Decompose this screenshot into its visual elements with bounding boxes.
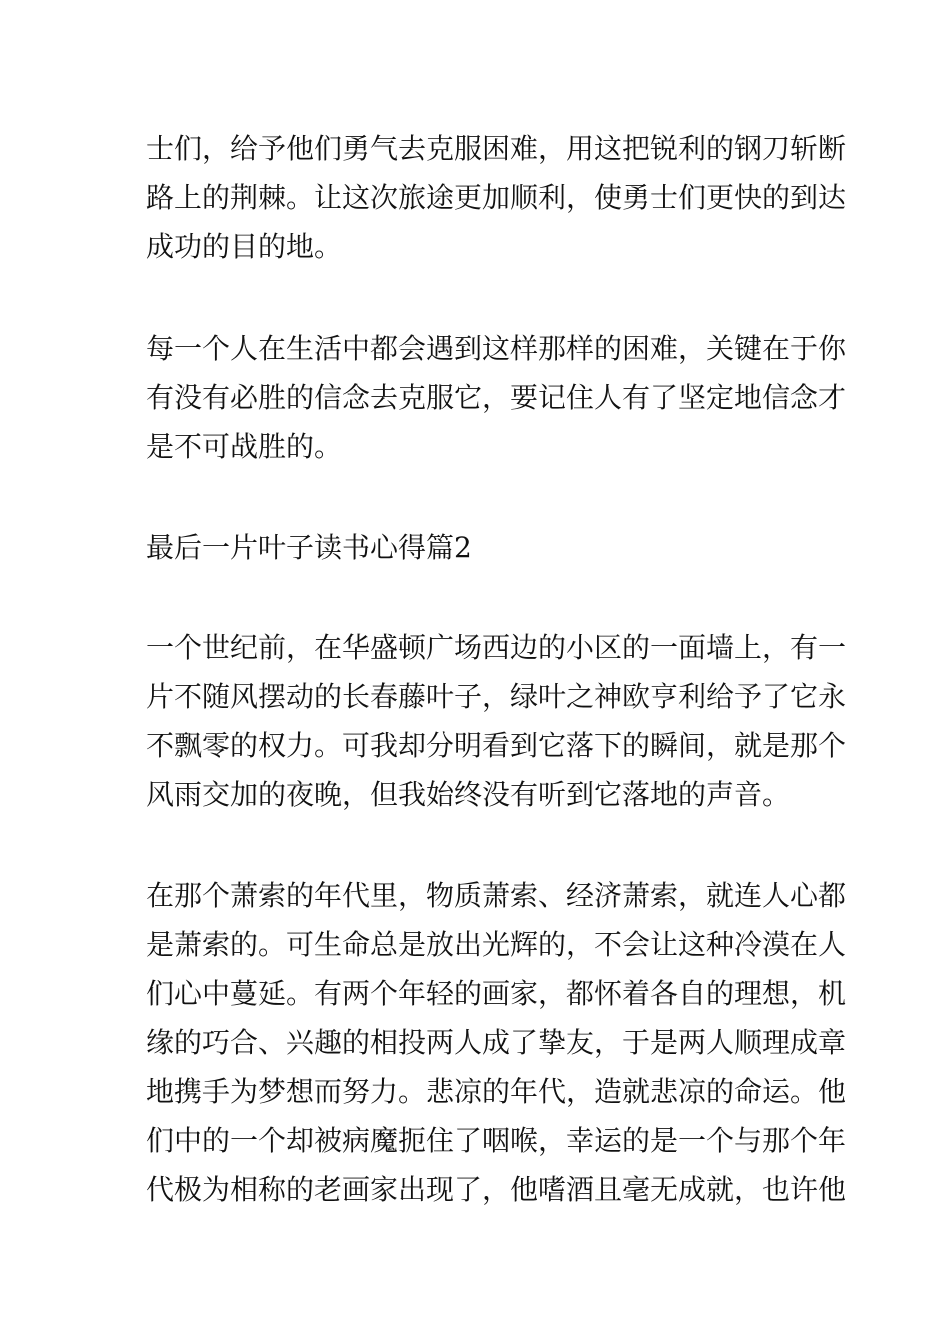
paragraph-4-line-7: 代极为相称的老画家出现了，他嗜酒且毫无成就，也许他 [146,1173,847,1206]
paragraph-4-line-1: 在那个萧索的年代里，物质萧索、经济萧索，就连人心都 [146,879,847,912]
paragraph-4-line-2: 是萧索的。可生命总是放出光辉的，不会让这种冷漠在人 [146,928,847,961]
paragraph-2-line-2: 有没有必胜的信念去克服它，要记住人有了坚定地信念才 [146,381,847,414]
paragraph-2-line-1: 每一个人在生活中都会遇到这样那样的困难，关键在于你 [146,332,847,365]
paragraph-2-line-3: 是不可战胜的。 [146,430,343,463]
paragraph-4-line-4: 缘的巧合、兴趣的相投两人成了挚友，于是两人顺理成章 [146,1026,847,1059]
paragraph-1-line-1: 士们，给予他们勇气去克服困难，用这把锐利的钢刀斩断 [146,132,847,165]
paragraph-3-line-2: 片不随风摆动的长春藤叶子，绿叶之神欧亨利给予了它永 [146,680,847,713]
paragraph-3-line-3: 不飘零的权力。可我却分明看到它落下的瞬间，就是那个 [146,729,847,762]
paragraph-1-line-3: 成功的目的地。 [146,230,343,263]
paragraph-1-line-2: 路上的荆棘。让这次旅途更加顺利，使勇士们更快的到达 [146,181,847,214]
paragraph-3-line-1: 一个世纪前，在华盛顿广场西边的小区的一面墙上，有一 [146,631,847,664]
section-heading: 最后一片叶子读书心得篇2 [146,531,472,564]
paragraph-4-line-3: 们心中蔓延。有两个年轻的画家，都怀着各自的理想，机 [146,977,847,1010]
paragraph-4-line-6: 们中的一个却被病魔扼住了咽喉，幸运的是一个与那个年 [146,1124,847,1157]
paragraph-3-line-4: 风雨交加的夜晚，但我始终没有听到它落地的声音。 [146,778,791,811]
paragraph-4-line-5: 地携手为梦想而努力。悲凉的年代，造就悲凉的命运。他 [146,1075,847,1108]
